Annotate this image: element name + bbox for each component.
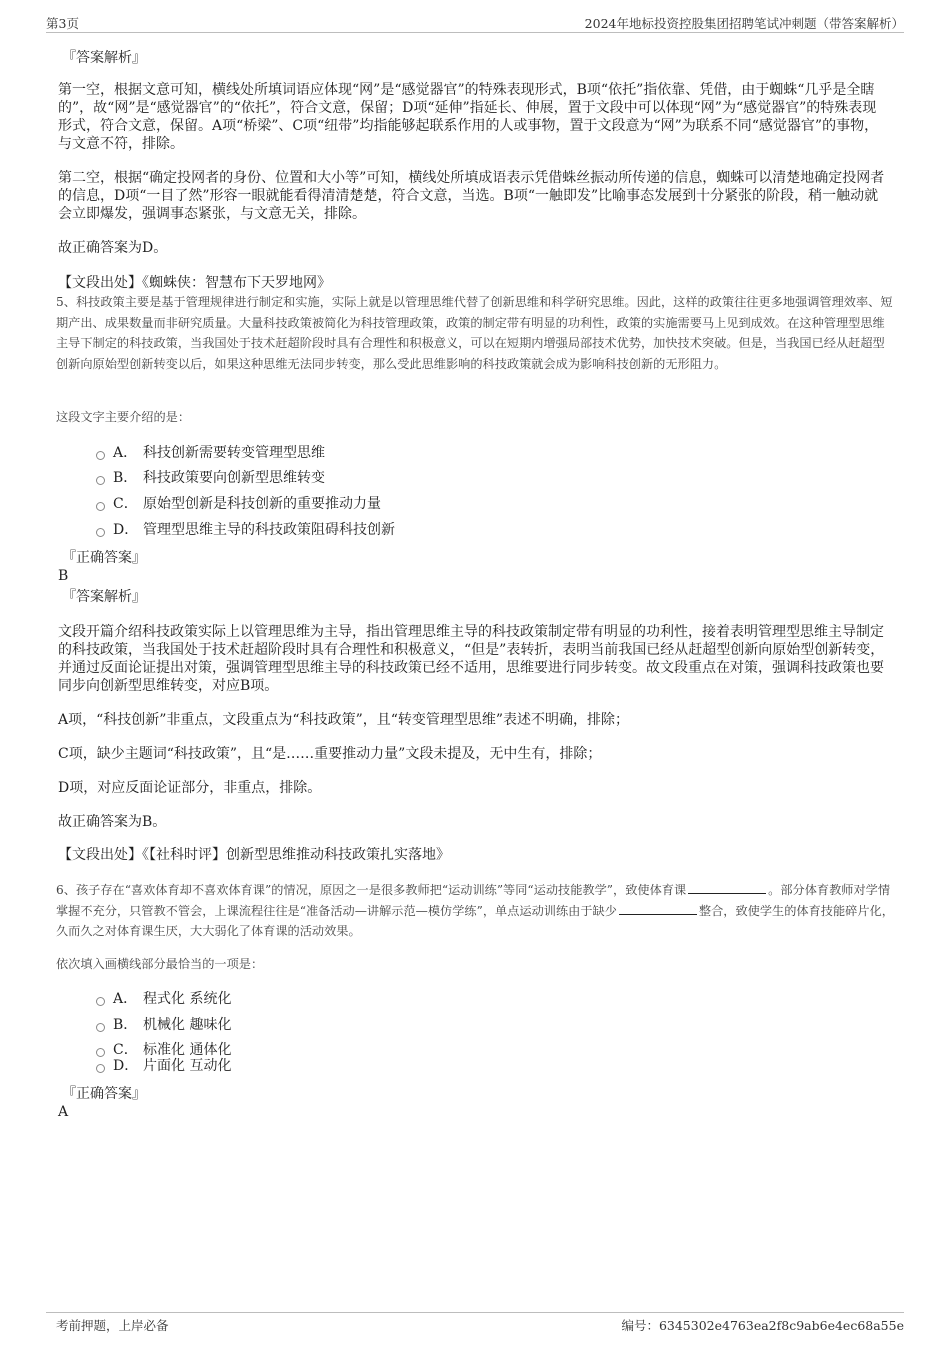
option-text: 片面化 互动化 (143, 1058, 232, 1074)
q5-option-a[interactable]: A． 科技创新需要转变管理型思维 (96, 444, 325, 462)
document-title: 2024年地标投资控股集团招聘笔试冲刺题（带答案解析） (584, 16, 904, 31)
q4-conclusion: 故正确答案为D。 (58, 240, 168, 256)
option-text: 标准化 通体化 (143, 1042, 232, 1058)
option-text: 管理型思维主导的科技政策阻碍科技创新 (143, 522, 395, 538)
q5-option-b[interactable]: B． 科技政策要向创新型思维转变 (96, 469, 325, 487)
radio-icon[interactable] (96, 1023, 105, 1032)
q5-stem: 这段文字主要介绍的是： (56, 410, 191, 424)
q5-passage: 5、科技政策主要是基于管理规律进行制定和实施，实际上就是以管理思维代替了创新思维和科学研究思维。因此，这样的政策往往更多地强调管理效率、短期产出、成果数量而非研究质量。大量科技政策被简化为科技管理政策，政策的制定带有明显的功利性，政策的实施需要马上见到成效。在这种管理型思维主导下制定的科技政策，当我国处于技术赶超阶段时具有合理性和积极意义，可以在短期内增强局部技术优势，加快技术突破。但是，当我国已经从赶超型创新向原始型创新转变以后，如果这种思维无法同步转变，那么受此思维影响的科技政策就会成为影响科技创新的无形阻力。 (56, 295, 893, 371)
page-header (46, 14, 904, 33)
radio-icon[interactable] (96, 502, 105, 511)
q6-option-c[interactable]: C． 标准化 通体化 (96, 1041, 231, 1059)
page-footer (46, 1312, 904, 1335)
radio-icon[interactable] (96, 997, 105, 1006)
radio-icon[interactable] (96, 1064, 105, 1073)
q5-analysis-paragraph-1: 文段开篇介绍科技政策实际上以管理思维为主导，指出管理思维主导的科技政策制定带有明显的功利性，接着表明管理型思维主导制定的科技政策，当我国处于技术赶超阶段时具有合理性和积极意义，“但是”表转折，表明当前我国已经从赶超型创新向原始型创新转变，并通过反面论证提出对策，强调管理型思维主导的科技政策已经不适用，思维要进行同步转变。故文段重点在对策，强调科技政策也要同步向创新型思维转变，对应B项。 (58, 624, 885, 694)
radio-icon[interactable] (96, 528, 105, 537)
q6-option-b[interactable]: B． 机械化 趣味化 (96, 1016, 231, 1034)
blank-2[interactable] (619, 902, 697, 915)
q6-answer-label: 『正确答案』 (62, 1086, 146, 1102)
blank-1[interactable] (688, 881, 766, 894)
option-text: 原始型创新是科技创新的重要推动力量 (143, 496, 381, 512)
q6-answer: A (58, 1104, 69, 1120)
radio-icon[interactable] (96, 1048, 105, 1057)
q4-analysis-label: 『答案解析』 (62, 50, 146, 66)
document-id: 编号：6345302e4763ea2f8c9ab6e4ec68a55e (621, 1318, 904, 1333)
q4-analysis-paragraph-1: 第一空，根据文意可知，横线处所填词语应体现“网”是“感觉器官”的特殊表现形式，B项“依托”指依靠、凭借，由于蜘蛛“几乎是全瞎的”，故“网”是“感觉器官”的“依托”，符合文意，保留；D项“延伸”指延长、伸展，置于文段中可以体现“网”为“感觉器官”的特殊表现形式，符合文意，保留。A项“桥梁”、C项“纽带”均指能够起联系作用的人或事物，置于文段意为“网”为联系不同“感觉器官”的事物，与文意不符，排除。 (58, 82, 879, 152)
q5-source: 【文段出处】《【社科时评】创新型思维推动科技政策扎实落地》 (58, 847, 450, 863)
radio-icon[interactable] (96, 451, 105, 460)
option-text: 科技政策要向创新型思维转变 (143, 470, 325, 486)
q5-analysis-option-a: A项，“科技创新”非重点，文段重点为“科技政策”，且“转变管理型思维”表述不明确，排除； (58, 712, 630, 728)
option-text: 程式化 系统化 (143, 991, 232, 1007)
q5-analysis-option-d: D项，对应反面论证部分，非重点，排除。 (58, 780, 322, 796)
radio-icon[interactable] (96, 476, 105, 485)
q5-analysis-label: 『答案解析』 (62, 589, 146, 605)
q6-option-a[interactable]: A． 程式化 系统化 (96, 990, 231, 1008)
option-text: 机械化 趣味化 (143, 1017, 232, 1033)
q6-passage: 6、孩子存在“喜欢体育却不喜欢体育课”的情况，原因之一是很多教师把“运动训练”等同“运动技能教学”，致使体育课 。部分体育教师对学情掌握不充分，只管教不管会，上课流程往往是“准备活动—讲解示范—模仿学练”，单点运动训练由于缺少 整合，致使学生的体育技能碎片化，久而久之对体育课生厌，大大弱化了体育课的活动效果。 (56, 883, 894, 938)
q5-option-c[interactable]: C． 原始型创新是科技创新的重要推动力量 (96, 495, 381, 513)
q5-conclusion: 故正确答案为B。 (58, 814, 167, 830)
q5-answer-label: 『正确答案』 (62, 550, 146, 566)
q6-stem: 依次填入画横线部分最恰当的一项是： (56, 957, 264, 971)
q5-option-d[interactable]: D． 管理型思维主导的科技政策阻碍科技创新 (96, 521, 395, 539)
q4-source: 【文段出处】《蜘蛛侠：智慧布下天罗地网》 (58, 275, 331, 291)
q5-analysis-option-c: C项，缺少主题词“科技政策”，且“是……重要推动力量”文段未提及，无中生有，排除； (58, 746, 602, 762)
q5-answer: B (58, 568, 69, 584)
option-text: 科技创新需要转变管理型思维 (143, 445, 325, 461)
footer-slogan: 考前押题，上岸必备 (56, 1318, 169, 1333)
page-number: 第3页 (46, 16, 79, 31)
q4-analysis-paragraph-2: 第二空，根据“确定投网者的身份、位置和大小等”可知，横线处所填成语表示凭借蛛丝振动所传递的信息，蜘蛛可以清楚地确定投网者的信息，D项“一目了然”形容一眼就能看得清清楚楚，符合文意，当选。B项“一触即发”比喻事态发展到十分紧张的阶段，稍一触动就会立即爆发，强调事态紧张，与文意无关，排除。 (58, 170, 885, 222)
q6-option-d[interactable]: D． 片面化 互动化 (96, 1057, 231, 1075)
